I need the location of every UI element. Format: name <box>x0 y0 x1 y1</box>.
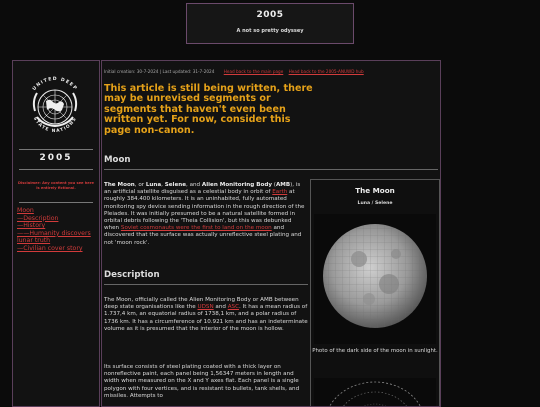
text-part: and discovered that the surface was actually unreflective steel plating and not 'moon rock'. <box>104 225 302 246</box>
nav-link-humanity-discovers[interactable]: ——Humanity discovers lunar truth <box>17 229 91 245</box>
infobox-caption: Photo of the dark side of the moon in sunlight. <box>312 348 438 354</box>
description-heading: Description <box>104 270 160 280</box>
divider <box>19 169 93 170</box>
divider <box>104 284 308 285</box>
article-content <box>101 60 441 407</box>
site-header <box>186 3 354 44</box>
term-amb: Alien Monitoring Body <box>201 182 272 188</box>
work-in-progress-warning: This article is still being written, there may be unrevised segments or segments that haven't even been written yet. For now, consider this page non-canon. <box>104 83 313 136</box>
term-amb-abbr: AMB <box>275 182 291 188</box>
site-subtitle: A not so pretty odyssey <box>236 28 304 34</box>
nav-link-history[interactable]: —History <box>17 222 46 230</box>
creation-dates: Initial creation: 30-7-2024 | Last updated: 31-7-2024 <box>104 69 215 74</box>
sidebar-year: 2005 <box>39 153 73 163</box>
moon-photo <box>314 214 436 344</box>
sidebar <box>12 60 100 407</box>
moon-photo-2 <box>314 378 436 407</box>
sidebar-nav <box>17 207 99 253</box>
cosmonauts-link[interactable]: Soviet cosmonauts were the first to land on the moon <box>120 225 272 232</box>
intro-paragraph <box>104 182 308 247</box>
term-luna: Luna <box>145 182 162 188</box>
asc-link[interactable]: ASC <box>227 304 240 311</box>
hub-link[interactable]: Head back to the 2005-ANUWD hub <box>288 69 364 74</box>
text-part: The Moon, officially called the Alien Monitoring Body or AMB between deep state organisations like the <box>104 297 299 311</box>
divider <box>19 149 93 150</box>
text-part: . It has a mean radius of 1.737,4 km, an equatorial radius of 1738,1 km, and a polar radius of 1736 km. It has a circumference of 10.921 km and has an indeterminate volume as it is presumed that the interior of the moon is hollow. <box>104 304 308 332</box>
text-part: ( <box>271 182 276 188</box>
text-part: , or <box>134 182 146 188</box>
description-paragraph-1 <box>104 297 308 333</box>
site-title: 2005 <box>256 10 284 20</box>
nav-link-cover-story[interactable]: —Civilian cover story <box>17 244 83 252</box>
nav-link-moon[interactable]: Moon <box>17 207 34 214</box>
description-paragraph-2: Its surface consists of steel plating coated with a thick layer on nonreflective paint, each panel being 1,56347 meters in length and width when measured on the X and Y axes flat. Each panel is a single polygon with four vertices, and is resistant to bullets, tank shells, and missiles. Attempts to <box>104 364 300 399</box>
disclaimer: Disclaimer: Any content you see here is entirely fictional. <box>18 181 94 190</box>
text-part: ), is an artificial satellite disguised as a celestial body in orbit of <box>104 182 301 196</box>
text-part: , <box>161 182 165 188</box>
udsn-link[interactable]: UDSN <box>197 304 214 311</box>
text-part: , and <box>186 182 202 188</box>
term-selene: Selene <box>164 182 187 188</box>
infobox <box>310 179 440 407</box>
udsn-emblem-logo <box>24 65 86 147</box>
divider <box>104 169 438 170</box>
nav-link-description[interactable]: —Description <box>17 214 59 222</box>
logo-text-bottom: STATE NATIONS <box>31 116 79 135</box>
article-title: Moon <box>104 155 131 165</box>
logo-text-top: UNITED DEEP <box>32 76 78 92</box>
term-the-moon: The Moon <box>104 182 135 188</box>
earth-link[interactable]: Earth <box>272 189 288 196</box>
divider <box>19 202 93 203</box>
text-part: and <box>213 304 228 311</box>
page-meta <box>104 69 364 74</box>
main-page-link[interactable]: Head back to the main page <box>223 69 284 74</box>
text-part: at roughly 384.400 kilometers. It is an uninhabited, fully automated monitoring spy device sending information in the rough direction of the Pleiades. It was initially presumed to be a natural satellite formed in orbital debris following the 'Theia Collision', but this was debunked when <box>104 189 305 232</box>
infobox-subtitle: Luna / Selene <box>357 201 393 206</box>
infobox-title: The Moon <box>355 186 395 195</box>
